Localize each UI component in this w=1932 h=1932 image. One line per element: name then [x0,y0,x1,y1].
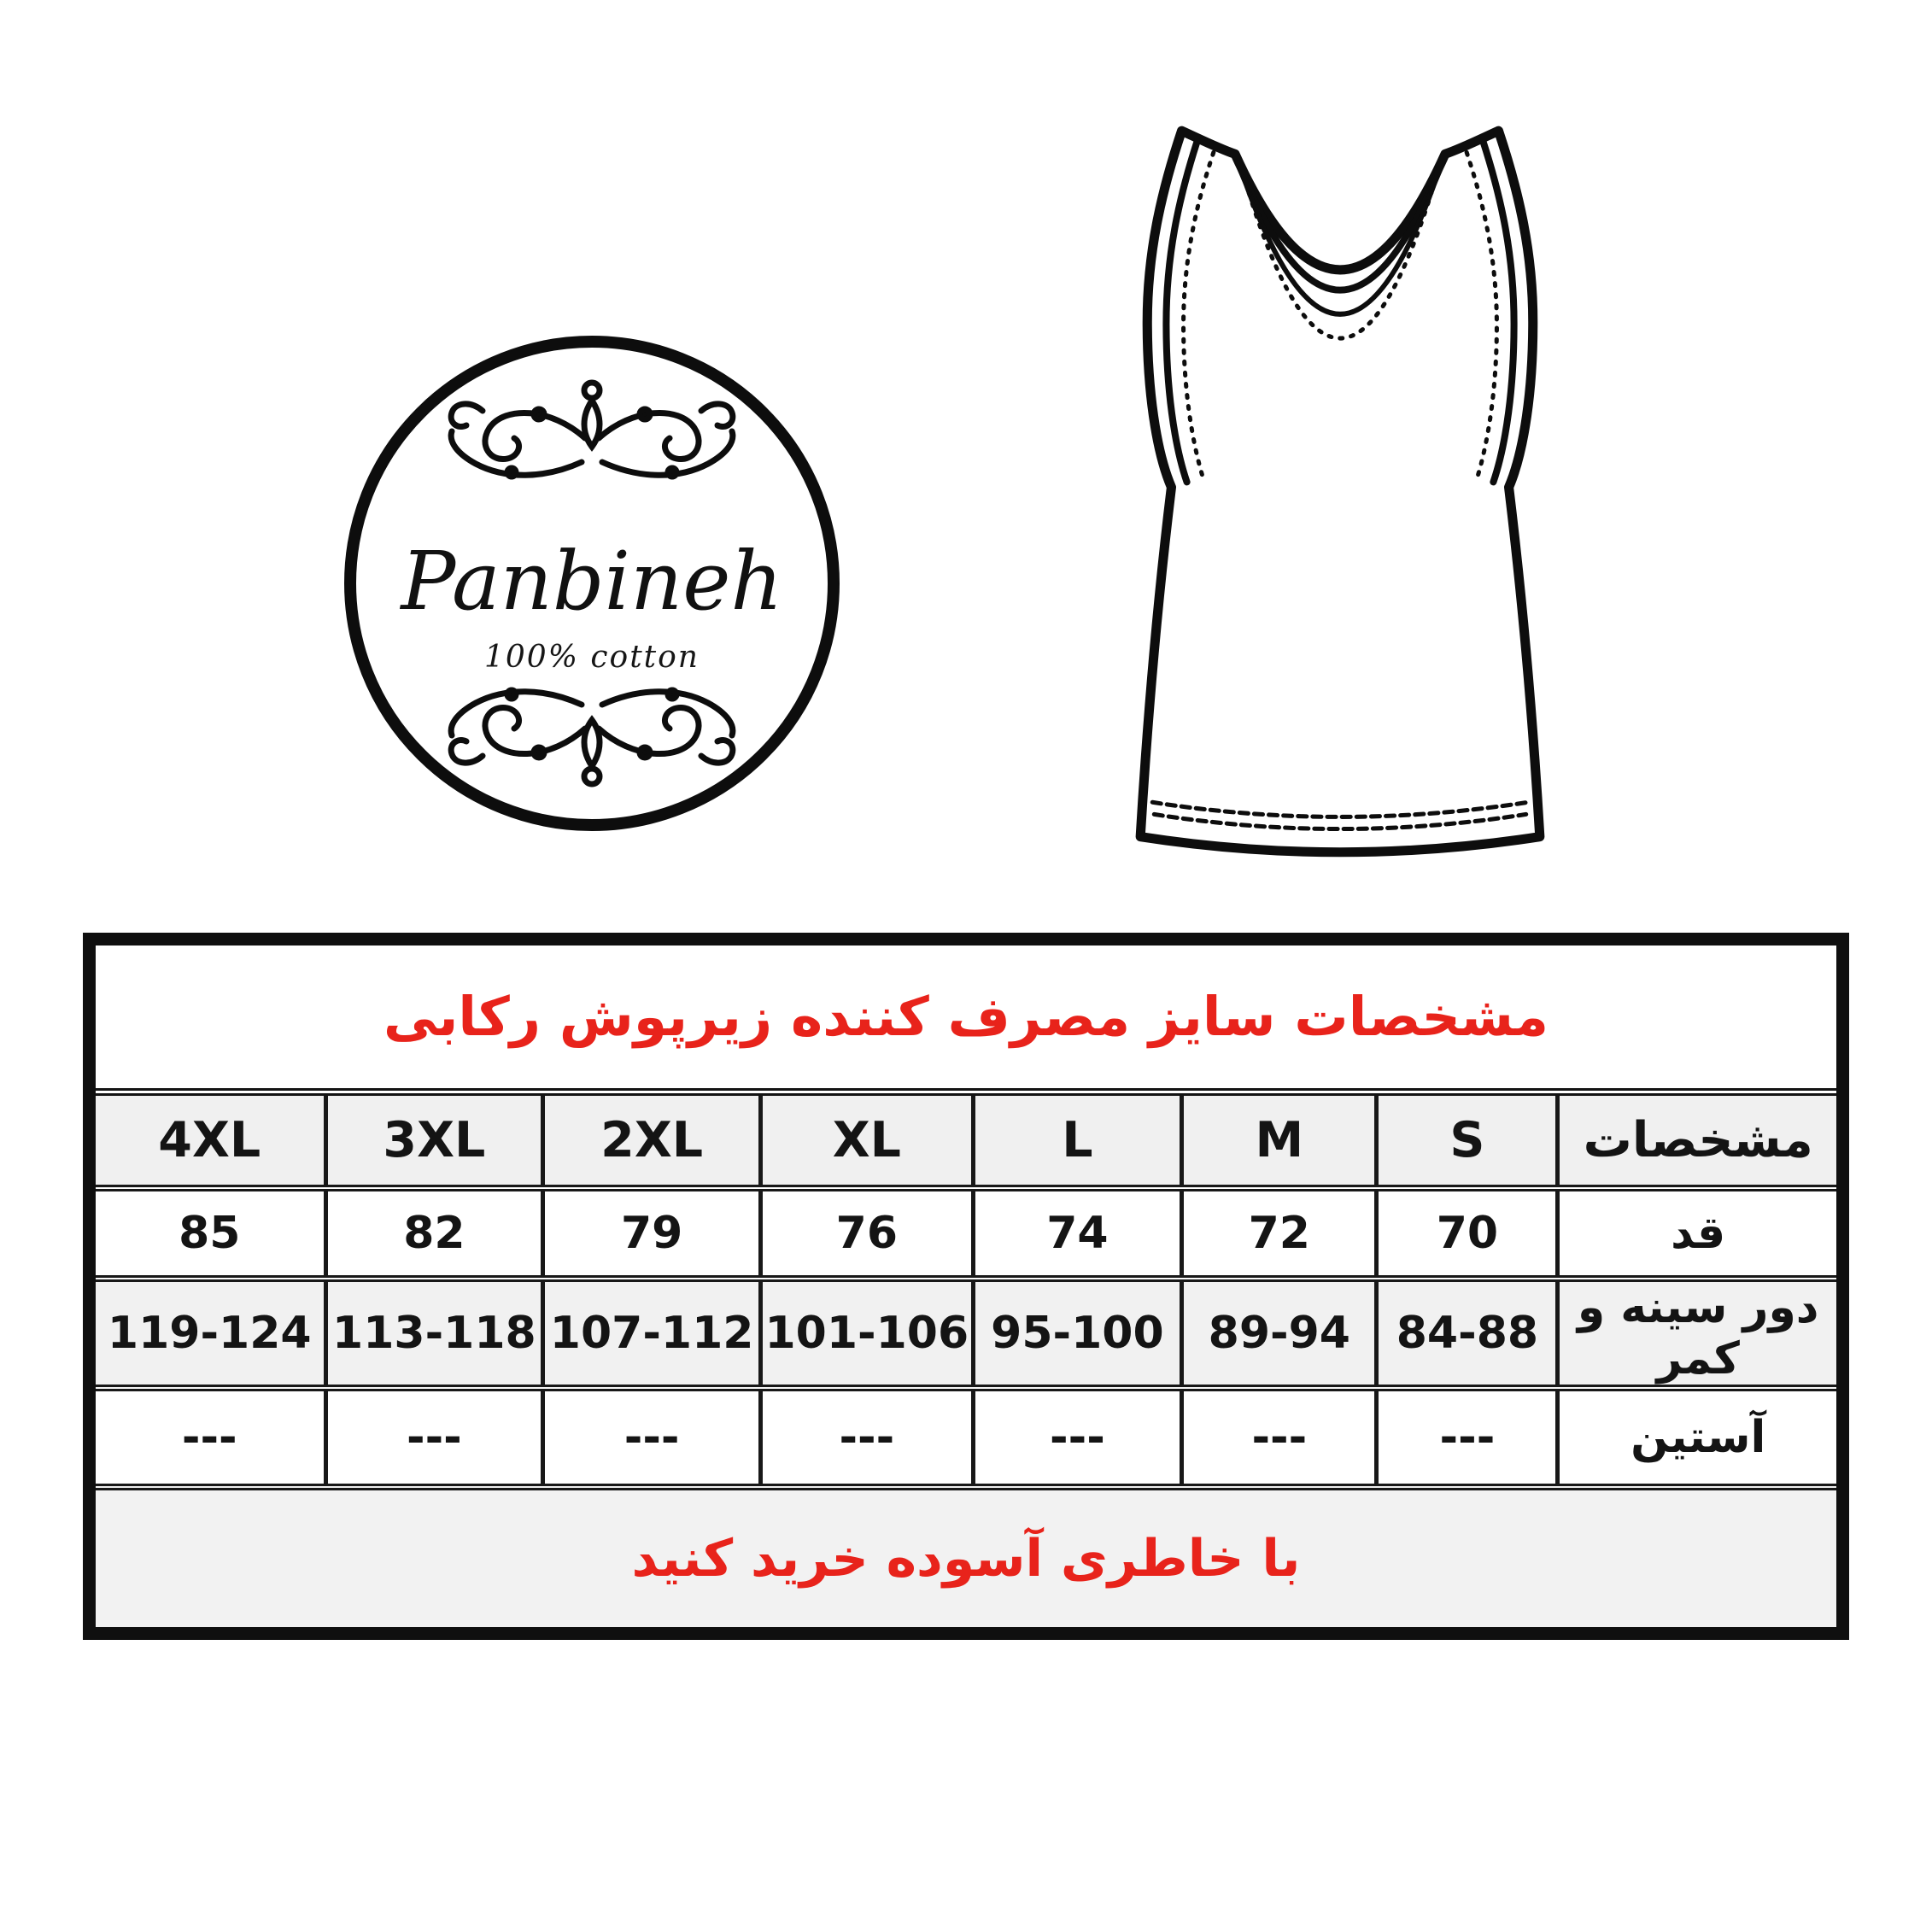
size-table-title: مشخصات سایز مصرف کننده زیرپوش رکابی [96,946,1836,1096]
table-row-height [96,1188,1836,1279]
value-cell: 82 [325,1188,543,1279]
row-label: آستین [1558,1388,1836,1484]
header-cell-2xl: 2XL [543,1096,761,1188]
value-cell: 107-112 [543,1279,761,1388]
brand-logo-graphic [336,327,848,840]
header-cell-specs: مشخصات [1558,1096,1836,1188]
value-cell: 70 [1377,1188,1558,1279]
tank-body-outline [1140,131,1540,852]
value-cell: 72 [1182,1188,1377,1279]
value-cell: 76 [761,1188,974,1279]
value-cell: 119-124 [96,1279,325,1388]
size-header-row [96,1096,1836,1188]
value-cell: --- [761,1388,974,1484]
header-cell-4xl: 4XL [96,1096,325,1188]
table-row-sleeve [96,1388,1836,1484]
value-cell: 89-94 [1182,1279,1377,1388]
size-table-grid [96,1096,1836,1484]
value-cell: 79 [543,1188,761,1279]
header-cell-3xl: 3XL [325,1096,543,1188]
value-cell: 95-100 [973,1279,1182,1388]
value-cell: --- [973,1388,1182,1484]
row-label: قد [1558,1188,1836,1279]
value-cell: --- [325,1388,543,1484]
value-cell: 113-118 [325,1279,543,1388]
value-cell: --- [1377,1388,1558,1484]
row-label: دور سینه و کمر [1558,1279,1836,1388]
header-cell-s: S [1377,1096,1558,1188]
header-cell-m: M [1182,1096,1377,1188]
table-footer-note: با خاطری آسوده خرید کنید [96,1484,1836,1627]
logo-brand-text: Panbineh [401,535,783,629]
value-cell: --- [543,1388,761,1484]
value-cell: 74 [973,1188,1182,1279]
value-cell: 85 [96,1188,325,1279]
value-cell: --- [96,1388,325,1484]
header-cell-l: L [973,1096,1182,1188]
size-table [83,933,1849,1640]
logo-subtitle-text: 100% cotton [484,640,700,675]
value-cell: 84-88 [1377,1279,1558,1388]
value-cell: 101-106 [761,1279,974,1388]
tank-top-illustration [1090,114,1590,880]
brand-logo [336,327,848,840]
tank-top-graphic [1090,114,1590,880]
table-row-chest-waist [96,1279,1836,1388]
header-cell-xl: XL [761,1096,974,1188]
value-cell: --- [1182,1388,1377,1484]
